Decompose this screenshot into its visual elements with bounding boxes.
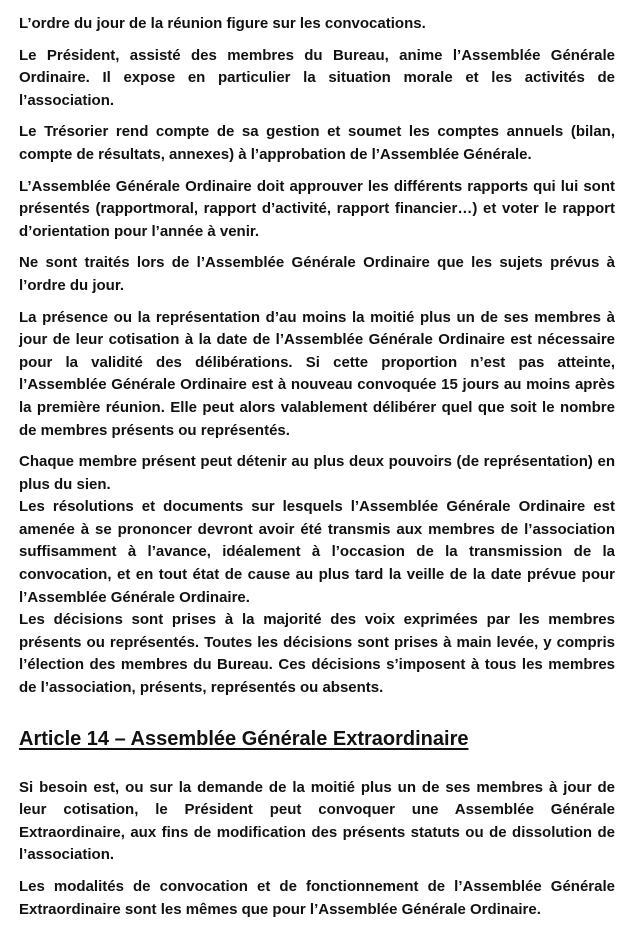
- paragraph-tresorier: Le Trésorier rend compte de sa gestion et soumet les comptes annuels (bilan, compte de résultats, annexes) à l’approbation de l’Assemblée Générale.: [19, 123, 615, 163]
- paragraph-president: Le Président, assisté des membres du Bureau, anime l’Assemblée Générale Ordinaire. Il expose en particulier la situation morale et les activités de l’association.: [19, 46, 615, 109]
- document-page: [19, 13, 615, 930]
- paragraph-convocation-extraordinaire: Si besoin est, ou sur la demande de la moitié plus un de ses membres à jour de leur cotisation, le Président peut convoquer une Assemblée Générale Extraordinaire, aux fins de modification des présents statuts ou de dissolution de l’association.: [19, 778, 615, 864]
- paragraph-ordre-du-jour: L’ordre du jour de la réunion figure sur les convocations.: [19, 15, 426, 32]
- paragraph-pouvoirs: Chaque membre présent peut détenir au plus deux pouvoirs (de représentation) en plus du sien.: [19, 453, 615, 493]
- paragraph-modalites: Les modalités de convocation et de fonctionnement de l’Assemblée Générale Extraordinaire sont les mêmes que pour l’Assemblée Générale Ordinaire.: [19, 878, 615, 918]
- paragraph-quorum: La présence ou la représentation d’au moins la moitié plus un de ses membres à jour de leur cotisation à la date de l’Assemblée Générale Ordinaire est nécessaire pour la validité des délibérations. Si cette proportion n’est pas atteinte, l’Assemblée Générale Ordinaire est à nouveau convoquée 15 jours au moins après la première réunion. Elle peut alors valablement délibérer quel que soit le nombre de membres présents ou représentés.: [19, 308, 615, 439]
- paragraph-decisions: Les décisions sont prises à la majorité des voix exprimées par les membres présents ou représentés. Toutes les décisions sont prises à main levée, y compris l’élection des membres du Bureau. Ces décisions s’imposent à tous les membres de l’association, présents, représentés ou absents.: [19, 611, 615, 697]
- article-14-heading: Article 14 – Assemblée Générale Extraordinaire: [19, 727, 469, 750]
- paragraph-approbation-rapports: L’Assemblée Générale Ordinaire doit approuver les différents rapports qui lui sont présentés (rapportmoral, rapport d’activité, rapport financier…) et voter le rapport d’orientation pour l’année à venir.: [19, 177, 615, 240]
- paragraph-sujets-traites: Ne sont traités lors de l’Assemblée Générale Ordinaire que les sujets prévus à l’ordre du jour.: [19, 254, 615, 294]
- paragraph-resolutions: Les résolutions et documents sur lesquels l’Assemblée Générale Ordinaire est amenée à se prononcer devront avoir été transmis aux membres de l’association suffisamment à l’avance, idéalement à l’occasion de la transmission de la convocation, et en tout état de cause au plus tard la veille de la date prévue pour l’Assemblée Générale Ordinaire.: [19, 498, 615, 606]
